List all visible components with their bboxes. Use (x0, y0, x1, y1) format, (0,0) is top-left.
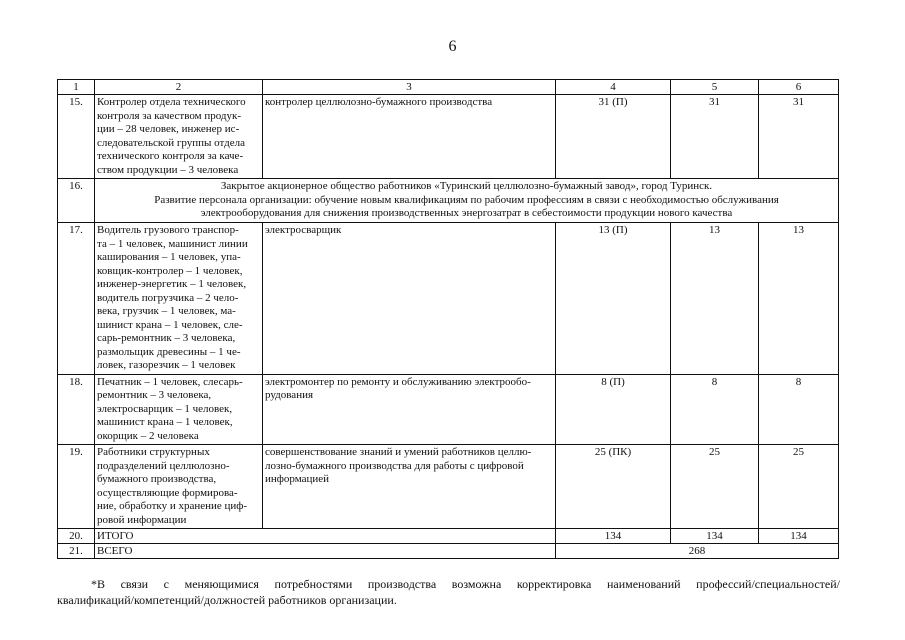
profession-cell (263, 95, 556, 179)
text-line: ством продукции – 3 человека (97, 163, 239, 176)
table-row (58, 374, 839, 445)
text-line: электросварщик (265, 224, 342, 236)
table-row-total (58, 544, 839, 559)
text-line: Водитель грузового транспор- (97, 224, 239, 236)
text-line: ровой информации (97, 513, 187, 526)
table-row (58, 179, 839, 223)
row-number: 20. (58, 529, 95, 544)
count-cell: 13 (759, 223, 839, 375)
count-cell: 13 (671, 223, 759, 375)
text-line: окорщик – 2 человека (97, 429, 199, 442)
count-cell: 31 (671, 95, 759, 179)
text-line: совершенствование знаний и умений работников целлю- (265, 446, 532, 458)
count-cell: 134 (556, 529, 671, 544)
text-line: осуществляющие формирова- (97, 486, 238, 499)
count-cell: 134 (759, 529, 839, 544)
header-cell: 2 (95, 80, 263, 95)
page-number: 6 (448, 38, 457, 55)
text-line: электросварщик – 1 человек, (97, 402, 233, 415)
text-line: подразделений целлюлозно- (97, 459, 230, 472)
profession-cell (263, 445, 556, 529)
header-cell: 3 (263, 80, 556, 95)
row-number: 16. (58, 179, 95, 223)
text-line: Развитие персонала организации: обучение новым квалификациям по рабочим профессиям в связи с необходимостью обслуживания (154, 193, 779, 206)
header-cell: 5 (671, 80, 759, 95)
text-line: контроля за качеством продук- (97, 109, 242, 122)
text-line: контролер целлюлозно-бумажного производства (265, 96, 493, 108)
text-line: машинист крана – 1 человек, (97, 416, 233, 428)
text-line: ние, обработку и хранение циф- (97, 500, 248, 512)
header-cell: 1 (58, 80, 95, 95)
text-line: технического контроля за каче- (97, 150, 244, 162)
employees-cell (95, 445, 263, 529)
count-cell: 13 (П) (556, 223, 671, 375)
organization-cell (95, 179, 839, 223)
row-number: 21. (58, 544, 95, 559)
employees-cell (95, 223, 263, 375)
text-line: рудования (265, 389, 314, 401)
text-line: Закрытое акционерное общество работников «Туринский целлюлозно-бумажный завод», город Туринск. (220, 180, 713, 192)
count-cell: 134 (671, 529, 759, 544)
text-line: Работники структурных (97, 446, 210, 458)
footnote-line: квалификаций/компетенций/должностей работников организации. (57, 593, 397, 607)
text-line: сарь-ремонтник – 3 человека, (97, 332, 236, 344)
count-cell: 25 (759, 445, 839, 529)
table-row-subtotal (58, 529, 839, 544)
subtotal-label: ИТОГО (95, 529, 556, 544)
employees-cell (95, 374, 263, 445)
profession-cell (263, 374, 556, 445)
text-line: электромонтер по ремонту и обслуживанию электрообо- (265, 375, 531, 388)
text-line: информацией (265, 473, 330, 485)
text-line: века, грузчик – 1 человек, ма- (97, 305, 236, 317)
text-line: каширования – 1 человек, упа- (97, 251, 241, 263)
text-line: бумажного производства, (97, 473, 217, 485)
employees-cell (95, 95, 263, 179)
count-cell: 31 (П) (556, 95, 671, 179)
table-row (58, 95, 839, 179)
text-line: следовательской группы отдела (97, 136, 246, 149)
text-line: та – 1 человек, машинист линии (97, 237, 248, 250)
text-line: ции – 28 человек, инженер ис- (97, 123, 240, 135)
count-cell: 8 (759, 374, 839, 445)
table-row (58, 445, 839, 529)
table-row (58, 223, 839, 375)
count-cell: 31 (759, 95, 839, 179)
text-line: шинист крана – 1 человек, сле- (97, 318, 243, 331)
text-line: инженер-энергетик – 1 человек, (97, 278, 247, 290)
text-line: Печатник – 1 человек, слесарь- (97, 375, 243, 388)
total-label: ВСЕГО (95, 544, 556, 559)
row-number: 17. (58, 223, 95, 375)
header-cell: 4 (556, 80, 671, 95)
footnote (57, 576, 840, 608)
text-line: ремонтник – 3 человека, (97, 389, 212, 401)
row-number: 18. (58, 374, 95, 445)
text-line: ковщик-контролер – 1 человек, (97, 264, 243, 277)
row-number: 15. (58, 95, 95, 179)
row-number: 19. (58, 445, 95, 529)
grand-total-cell: 268 (556, 544, 839, 559)
profession-cell (263, 223, 556, 375)
training-table (57, 79, 839, 559)
count-cell: 25 (671, 445, 759, 529)
text-line: Контролер отдела технического (97, 96, 246, 108)
table-header-row (58, 80, 839, 95)
header-cell: 6 (759, 80, 839, 95)
text-line: лозно-бумажного производства для работы с цифровой (265, 459, 524, 472)
count-cell: 8 (П) (556, 374, 671, 445)
count-cell: 25 (ПК) (556, 445, 671, 529)
text-line: водитель погрузчика – 2 чело- (97, 291, 239, 304)
count-cell: 8 (671, 374, 759, 445)
text-line: размольщик древесины – 1 че- (97, 345, 241, 358)
text-line: электрооборудования для снижения производственных энергозатрат в себестоимости продукции нового качества (200, 207, 733, 219)
text-line: ловек, газорезчик – 1 человек (97, 359, 236, 371)
footnote-line: *В связи с меняющимися потребностями производства возможна корректировка наименований профессий/специальностей/ (91, 577, 840, 591)
